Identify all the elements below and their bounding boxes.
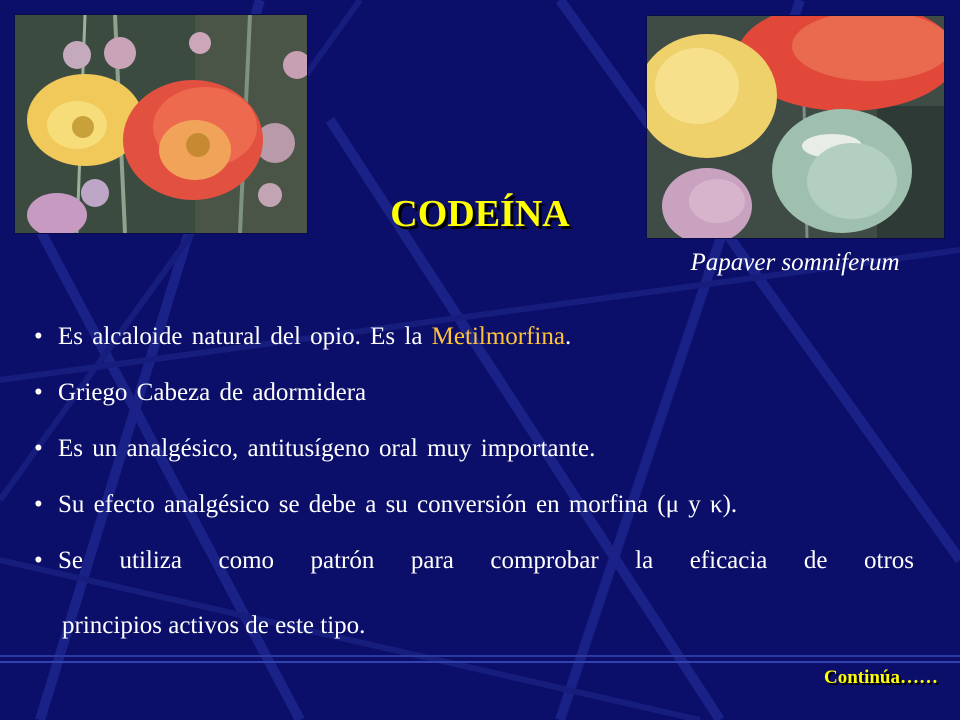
- bullet-marker: •: [34, 323, 43, 350]
- bullet-2-text: Griego Cabeza de adormidera: [58, 379, 367, 406]
- bullet-item-4: [34, 490, 914, 546]
- poppy-photo-left: [14, 14, 308, 234]
- bullet-list: [34, 322, 914, 576]
- bullet-1-highlight: Metilmorfina: [431, 323, 565, 350]
- bullet-item-2: [34, 378, 914, 434]
- bullet-3-text: Es un analgésico, antitusígeno oral muy importante.: [58, 435, 596, 462]
- footer-divider: [0, 655, 960, 657]
- bullet-marker: •: [34, 379, 43, 406]
- bullet-item-5: [34, 546, 914, 576]
- poppy-photo-right: [646, 15, 945, 239]
- bullet-item-1: [34, 322, 914, 378]
- bullet-marker: •: [34, 547, 43, 574]
- bullet-marker: •: [34, 435, 43, 462]
- bullet-4-text: Su efecto analgésico se debe a su conversión en morfina (μ y κ).: [58, 491, 738, 518]
- bullet-marker: •: [34, 491, 43, 518]
- bullet-1-text: Es alcaloide natural del opio. Es la: [58, 323, 432, 350]
- bullet-5-continuation: principios activos de este tipo.: [62, 612, 366, 639]
- footer-divider: [0, 661, 960, 663]
- bullet-5-text: Se utiliza como patrón para comprobar la eficacia de otros: [58, 547, 914, 574]
- bullet-1-end: .: [564, 323, 572, 350]
- continue-link[interactable]: Continúa……: [823, 667, 938, 688]
- photo-caption: Papaver somniferum: [690, 249, 900, 276]
- bullet-item-3: [34, 434, 914, 490]
- slide-title: CODEÍNA: [390, 193, 570, 235]
